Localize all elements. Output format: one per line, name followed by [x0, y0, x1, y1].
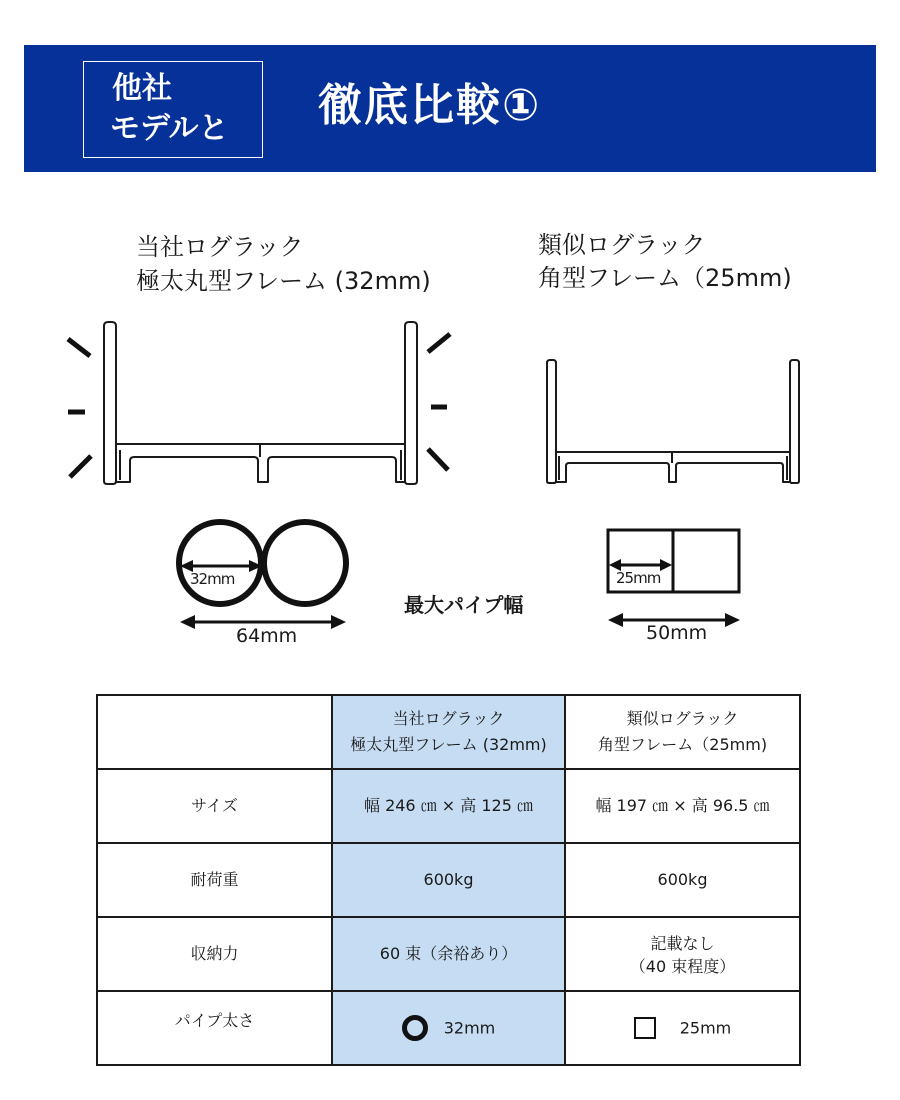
theirs-storage-line1: 記載なし [650, 934, 715, 953]
square-inner-dimension-label: 25mm [616, 569, 661, 587]
table-header-theirs-line1: 類似ログラック [626, 709, 739, 728]
ours-pipe-thickness-cell [332, 991, 565, 1065]
round-pipe-cross-section [179, 522, 346, 604]
theirs-storage-line2: （40 束程度） [629, 957, 736, 976]
round-pipe-icon [402, 1015, 428, 1041]
table-row [97, 843, 800, 917]
row-label-size: サイズ [97, 769, 332, 843]
right-caption-line2: 角型フレーム（25mm) [538, 264, 792, 292]
round-inner-dimension-label: 32mm [190, 570, 235, 588]
round-frame-rack-illustration [104, 322, 417, 484]
banner-tag-line2: モデルと [110, 111, 229, 146]
table-row [97, 917, 800, 991]
square-pipe-icon [634, 1017, 656, 1039]
max-pipe-width-label: 最大パイプ幅 [404, 593, 524, 617]
comparison-table [96, 694, 801, 1066]
theirs-size: 幅 197 ㎝ × 高 96.5 ㎝ [565, 769, 800, 843]
square-total-dimension-label: 50mm [646, 622, 708, 644]
banner-tag-line1: 他社 [112, 71, 172, 106]
banner-title: 徹底比較① [318, 80, 542, 131]
left-caption-line2: 極太丸型フレーム (32mm) [136, 267, 431, 295]
row-label-pipe-thickness: パイプ太さ [97, 991, 332, 1065]
row-label-storage: 収納力 [97, 917, 332, 991]
round-total-dimension-label: 64mm [236, 625, 298, 647]
left-caption-line1: 当社ログラック [136, 233, 304, 261]
table-header-theirs [565, 695, 800, 769]
theirs-pipe-thickness: 25mm [679, 1018, 732, 1038]
table-row [97, 769, 800, 843]
ours-size: 幅 246 ㎝ × 高 125 ㎝ [332, 769, 565, 843]
square-frame-rack-illustration [547, 360, 799, 483]
table-header-row [97, 695, 800, 769]
table-header-empty [97, 695, 332, 769]
table-header-ours-line1: 当社ログラック [392, 709, 505, 728]
table-row [97, 991, 800, 1065]
row-label-load-capacity: 耐荷重 [97, 843, 332, 917]
theirs-load-capacity: 600kg [565, 843, 800, 917]
ours-load-capacity: 600kg [332, 843, 565, 917]
ours-storage: 60 束（余裕あり） [332, 917, 565, 991]
right-caption-line1: 類似ログラック [538, 231, 706, 259]
ours-pipe-thickness: 32mm [443, 1018, 496, 1038]
theirs-storage [565, 917, 800, 991]
table-header-ours-line2: 極太丸型フレーム (32mm) [350, 735, 547, 754]
table-header-ours [332, 695, 565, 769]
theirs-pipe-thickness-cell [565, 991, 800, 1065]
table-header-theirs-line2: 角型フレーム（25mm) [597, 735, 768, 754]
